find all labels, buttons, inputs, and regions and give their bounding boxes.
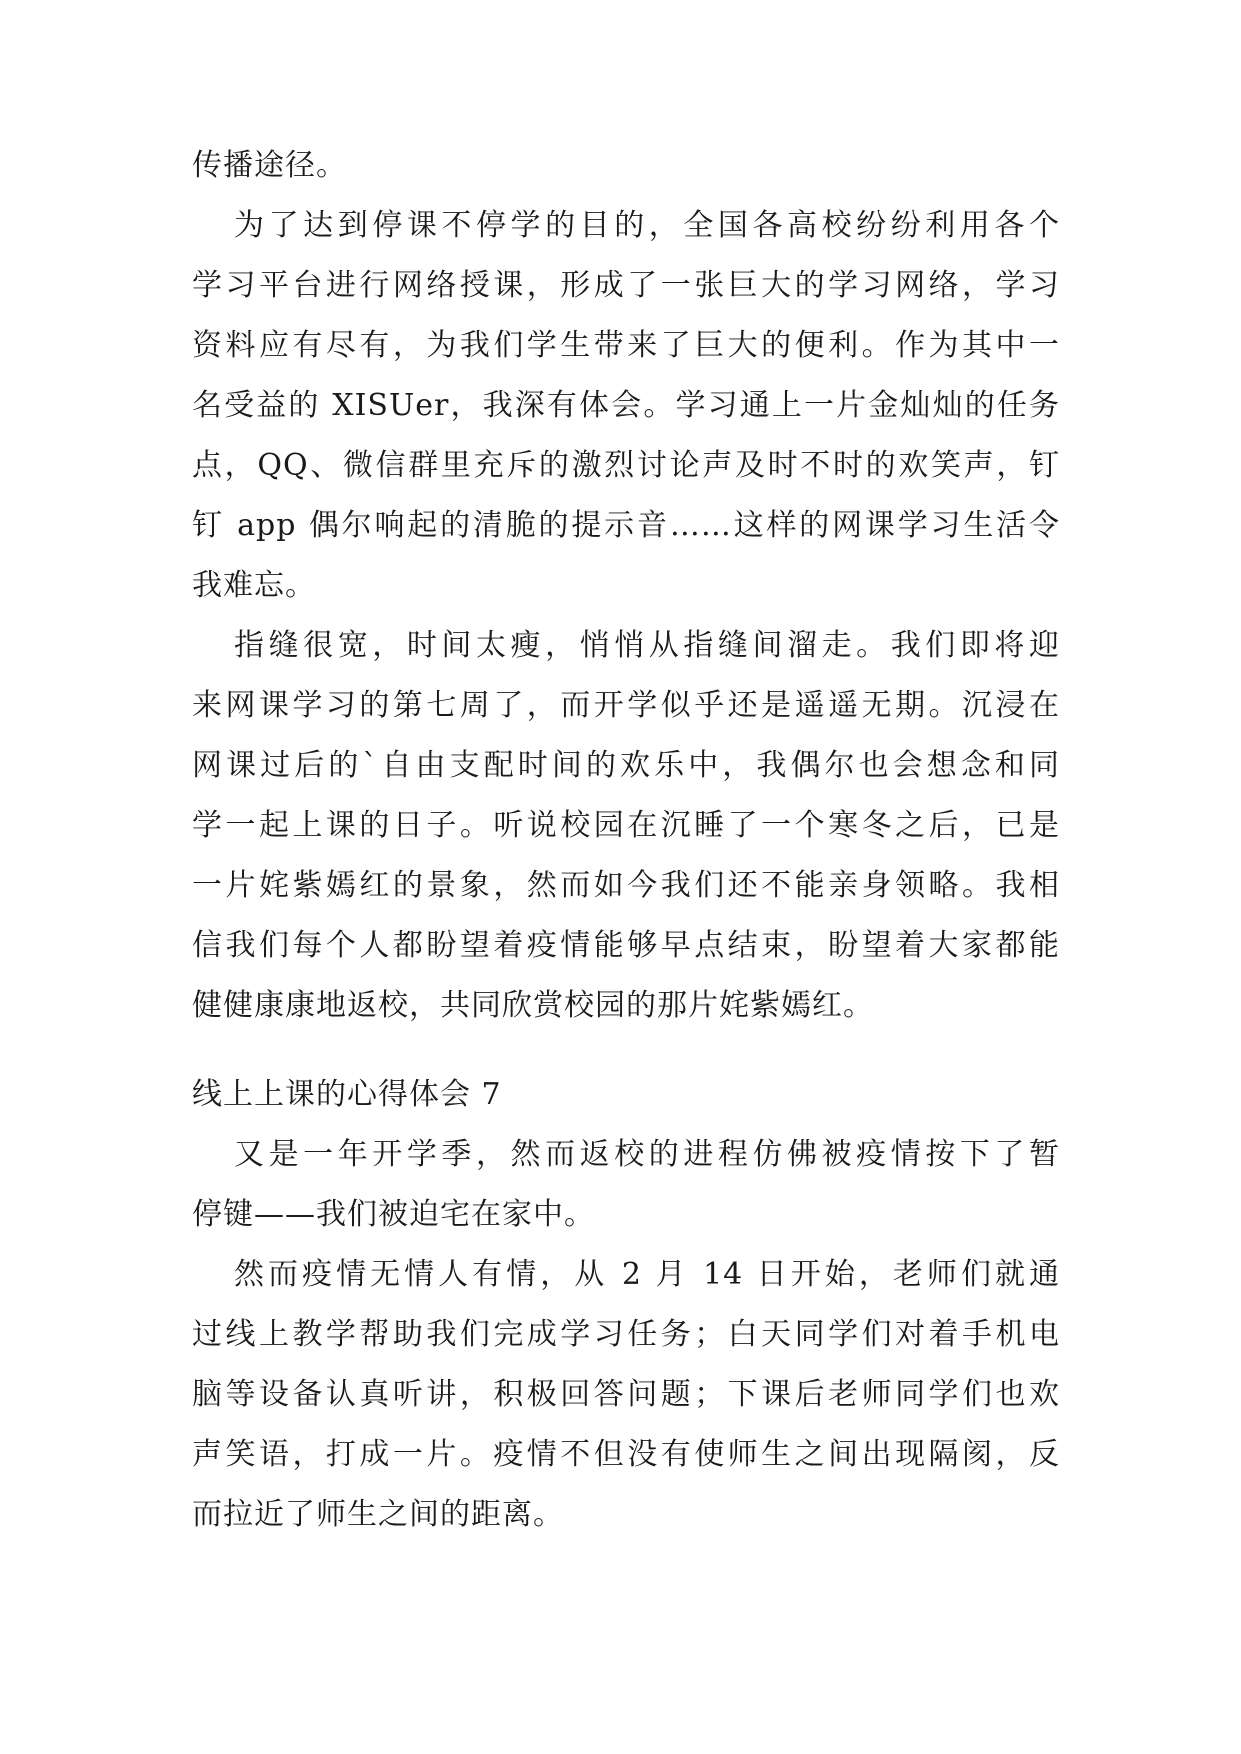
paragraph-line: 声笑语，打成一片。疫情不但没有使师生之间出现隔阂，反 [192, 1437, 1060, 1472]
paragraph-line: 来网课学习的第七周了，而开学似乎还是遥遥无期。沉浸在 [192, 688, 1060, 723]
paragraph-line: 网课过后的`自由支配时间的欢乐中，我偶尔也会想念和同 [192, 748, 1060, 783]
paragraph-line: 资料应有尽有，为我们学生带来了巨大的便利。作为其中一 [192, 328, 1060, 363]
paragraph-line: 学一起上课的日子。听说校园在沉睡了一个寒冬之后，已是 [192, 808, 1060, 843]
body-text-section-2 [192, 1065, 1060, 1545]
paragraph-line: 信我们每个人都盼望着疫情能够早点结束，盼望着大家都能 [192, 928, 1060, 963]
paragraph-line: 学习平台进行网络授课，形成了一张巨大的学习网络，学习 [192, 268, 1060, 303]
section-heading: 线上上课的心得体会 7 [192, 1077, 502, 1112]
paragraph-line: 停键——我们被迫宅在家中。 [192, 1197, 595, 1232]
paragraph-line: 名受益的 XISUer，我深有体会。学习通上一片金灿灿的任务 [192, 388, 1060, 423]
paragraph-line: 健健康康地返校，共同欣赏校园的那片姹紫嫣红。 [192, 988, 874, 1023]
paragraph-line: 又是一年开学季，然而返校的进程仿佛被疫情按下了暂 [234, 1137, 1060, 1172]
paragraph-line: 我难忘。 [192, 568, 316, 603]
paragraph-line: 指缝很宽，时间太瘦，悄悄从指缝间溜走。我们即将迎 [234, 628, 1060, 663]
paragraph-line: 传播途径。 [192, 148, 347, 183]
paragraph-line: 钉 app 偶尔响起的清脆的提示音……这样的网课学习生活令 [192, 508, 1060, 543]
paragraph-line: 一片姹紫嫣红的景象，然而如今我们还不能亲身领略。我相 [192, 868, 1060, 903]
body-text-section-1 [192, 136, 1060, 1036]
paragraph-line: 点，QQ、微信群里充斥的激烈讨论声及时不时的欢笑声，钉 [192, 448, 1060, 483]
paragraph-line: 过线上教学帮助我们完成学习任务；白天同学们对着手机电 [192, 1317, 1060, 1352]
paragraph-line: 脑等设备认真听讲，积极回答问题；下课后老师同学们也欢 [192, 1377, 1060, 1412]
paragraph-line: 然而疫情无情人有情，从 2 月 14 日开始，老师们就通 [234, 1257, 1060, 1292]
paragraph-line: 而拉近了师生之间的距离。 [192, 1497, 564, 1532]
paragraph-line: 为了达到停课不停学的目的，全国各高校纷纷利用各个 [234, 208, 1060, 243]
